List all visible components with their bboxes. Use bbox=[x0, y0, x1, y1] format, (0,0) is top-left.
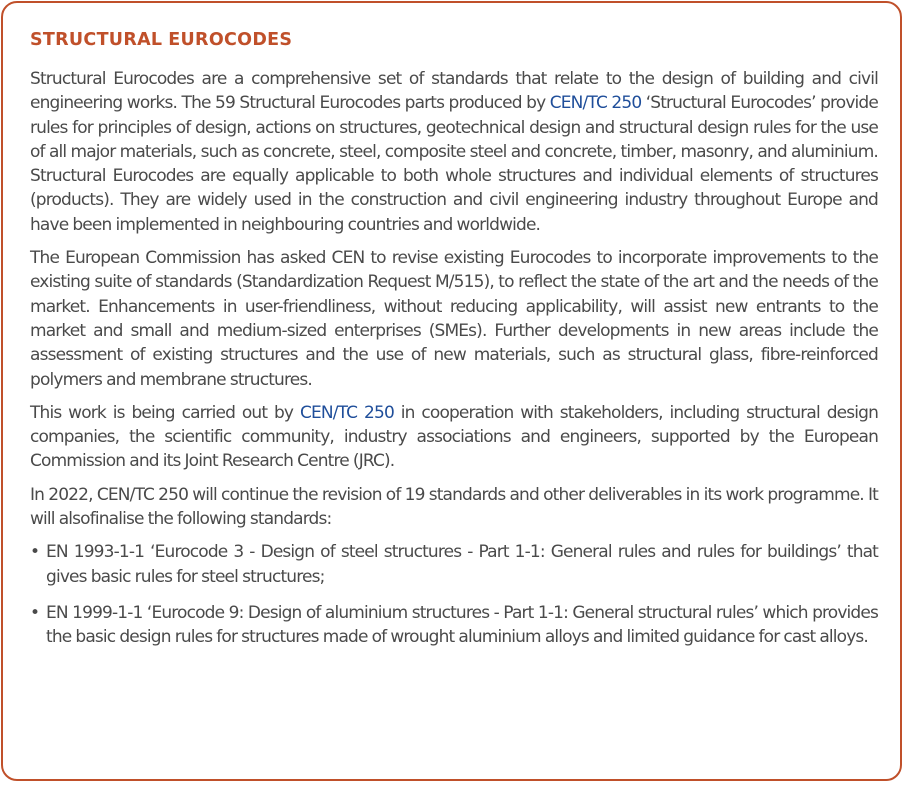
list-item bbox=[30, 601, 878, 650]
paragraph-intro-text-start: Structural Eurocodes are a comprehensive set of standards that relate to the design of building and civil engineering works. The 59 Structural Eurocodes parts produced by bbox=[30, 69, 878, 114]
list-item-text: EN 1999-1-1 ‘Eurocode 9: Design of aluminium structures - Part 1-1: General structural rules’ which provides the basic design rules for structures made of wrought aluminium alloys and limited guidance for cast alloys. bbox=[46, 602, 878, 648]
cen-tc-250-link[interactable]: CEN/TC 250 bbox=[549, 93, 642, 114]
bullet-icon: • bbox=[30, 602, 40, 623]
cen-tc-250-link-2[interactable]: CEN/TC 250 bbox=[299, 402, 394, 423]
paragraph-cooperation bbox=[30, 401, 878, 474]
bullet-icon: • bbox=[30, 542, 40, 563]
panel-content bbox=[30, 28, 878, 662]
list-item bbox=[30, 540, 878, 589]
section-title: STRUCTURAL EUROCODES bbox=[30, 30, 293, 50]
paragraph-revision: The European Commission has asked CEN to revise existing Eurocodes to incorporate improvements to the existing suite of standards (Standardization Request M/515), to reflect the state of the art and the needs of the market. Enhancements in user-friendliness, without reducing applicability, will assist new entrants to the market and small and medium-sized enterprises (SMEs). Further developments in new areas include the assessment of existing structures and the use of new materials, such as structural glass, fibre-reinforced polymers and membrane structures. bbox=[30, 248, 878, 390]
paragraph-cooperation-text-start: This work is being carried out by bbox=[30, 402, 300, 423]
paragraph-programme: In 2022, CEN/TC 250 will continue the revision of 19 standards and other deliverables in its work programme. It will alsofinalise the following standards: bbox=[30, 484, 878, 530]
paragraph-cooperation-text-end: in cooperation with stakeholders, including structural design companies, the scientific community, industry associations and engineers, supported by the European Commission and its Joint Research Centre (JRC). bbox=[30, 402, 878, 472]
standards-list bbox=[30, 540, 878, 649]
list-item-text: EN 1993-1-1 ‘Eurocode 3 - Design of steel structures - Part 1-1: General rules and rules for buildings’ that gives basic rules for steel structures; bbox=[46, 542, 878, 587]
paragraph-intro bbox=[30, 67, 878, 237]
paragraph-intro-text-end: ‘Structural Eurocodes’ provide rules for principles of design, actions on structures, geotechnical design and structural design rules for the use of all major materials, such as concrete, steel, composite steel and concrete, timber, masonry, and aluminium. Structural Eurocodes are equally applicable to both whole structures and individual elements of structures (products). They are widely used in the construction and civil engineering industry throughout Europe and have been implemented in neighbouring countries and worldwide. bbox=[30, 93, 878, 235]
